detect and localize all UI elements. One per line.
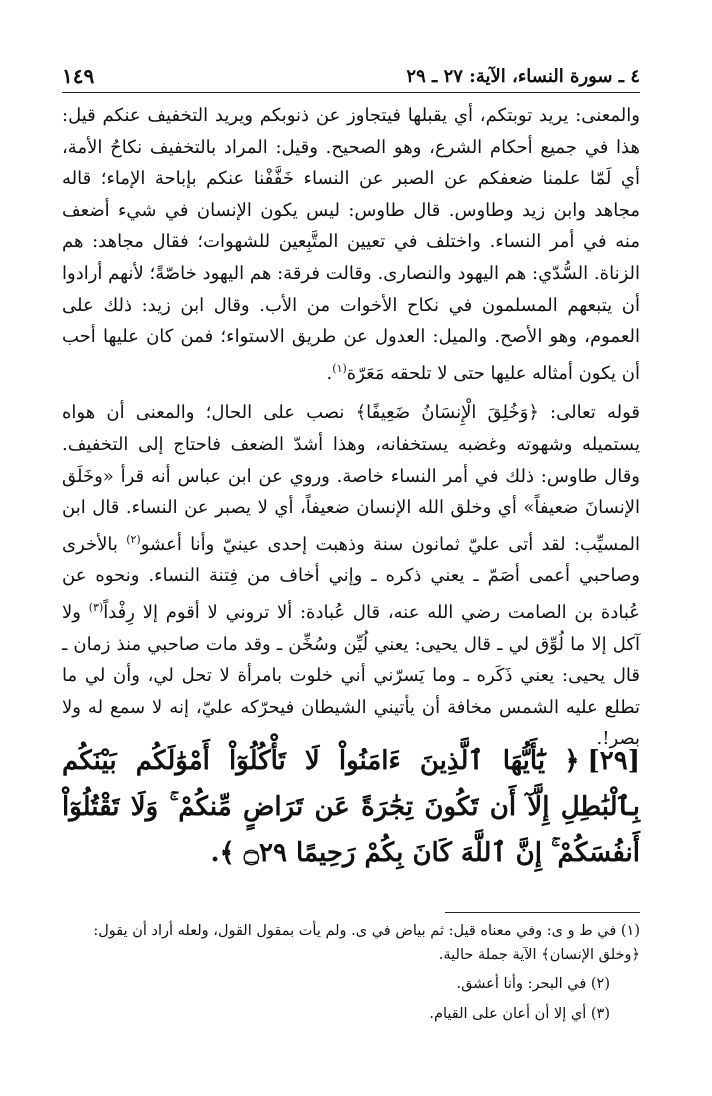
running-header — [62, 60, 640, 93]
page-number: ١٤٩ — [62, 64, 95, 88]
footnote-ref-3: (٣) — [88, 600, 104, 614]
paragraph-2-text-c: ولا آكل إلا ما لُوِّق لي ـ قال يحيى: يعني لُيِّن وسُخِّن ـ وقد مات صاحبي منذ زمان ـ قال يحيى: يعني ذَكَره ـ وما يَسرّني أني خلوت بامرأة لا تحل لي، وأن لي ما تطلع عليه الشمس مخافة أن يأتيني الشيطان فيحرّكه عليّ، إنه لا سمع له ولا بصر!. — [62, 601, 640, 750]
footnote-3: (٣) أي إلا أن أعان على القيام. — [429, 1005, 610, 1022]
paragraph-2 — [62, 397, 640, 755]
paragraph-1-end: . — [326, 362, 333, 384]
quran-verse — [62, 738, 640, 876]
paragraph-2-text-b: بالأخرى وصاحبي أعمى أصَمّ ـ يعني ذكره ـ وإني أخاف من فِتنة النساء. ونحوه عن عُبادة بن الصامت رضي الله عنه، قال عُبادة: ألا تروني لا أقوم إلا رِفْداً — [62, 533, 640, 623]
footnote-ref-1: (١) — [332, 361, 347, 375]
verse-text: ﴿ يَٰٓأَيُّهَا ٱلَّذِينَ ءَامَنُواْ لَا تَأْكُلُوٓاْ أَمْوَٰلَكُم بَيْنَكُم بِٱلْبَٰطِلِ إِلَّآ أَن تَكُونَ تِجَٰرَةً عَن تَرَاضٍ مِّنكُمْ ۚ وَلَا تَقْتُلُوٓاْ أَنفُسَكُمْ ۚ إِنَّ ٱللَّهَ كَانَ بِكُمْ رَحِيمًا ۝٢٩ ﴾. — [62, 746, 640, 868]
verse-number: [٢٩] — [587, 746, 640, 776]
footnotes — [62, 920, 640, 1026]
main-text — [62, 100, 640, 755]
footnote-2: (٢) في البحر: وأنا أعشق. — [456, 976, 610, 992]
paragraph-1 — [62, 100, 640, 389]
footnote-divider — [445, 912, 640, 913]
footnote-1: (١) في ط و ى: وفي معناه قيل: ثم بياض في ى. ولم يأت بمقول القول، ولعله أراد أن يقول: ﴿وخلق الإنسان﴾ الآية جملة حالية. — [93, 923, 640, 963]
header-title: ٤ ـ سورة النساء، الآية: ٢٧ ـ ٢٩ — [406, 65, 640, 87]
paragraph-1-text: والمعنى: يريد توبتكم، أي يقبلها فيتجاوز عن ذنوبكم ويريد التخفيف عنكم قيل: هذا في جميع أحكام الشرع، وهو الصحيح. وقيل: المراد بالتخفيف نكاحُ الأمة، أي لَمّا علمنا ضعفكم عن الصبر عن النساء خَفَّفْنا عنكم بإباحة الإماء؛ قاله مجاهد وابن زيد وطاوس. قال طاوس: ليس يكون الإنسان في شيء أضعف منه في أمر النساء. واختلف في تعيين المتَّبِعين للشهوات؛ فقال مجاهد: هم الزناة. السُّدّي: هم اليهود والنصارى. وقالت فرقة: هم اليهود خاصّةً؛ لأنهم أرادوا أن يتبعهم المسلمون في نكاح الأخوات من الأب. وقال ابن زيد: ذلك على العموم، وهو الأصح. والميل: العدول عن طريق الاستواء؛ فمن كان عليها أحب أن يكون أمثاله عليها حتى لا تلحقه مَعَرّة — [62, 105, 641, 384]
paragraph-2-text-a: قوله تعالى: ﴿وَخُلِقَ الْإِنسَانُ ضَعِيفًا﴾ نصب على الحال؛ والمعنى أن هواه يستميله وشهوته وغضبه يستخفانه، وهذا أشدّ الضعف فاحتاج إلى التخفيف. وقال طاوس: ذلك في أمر النساء خاصة. وروي عن ابن عباس أنه قرأ «وخَلَق الإنسانَ ضعيفاً» أي وخلق الله الإنسان ضعيفاً، أي لا يصبر عن النساء. قال ابن المسيِّب: لقد أتى عليّ ثمانون سنة وذهبت إحدى عينيّ وأنا أعشو — [62, 402, 640, 555]
footnote-ref-2: (٢) — [126, 532, 141, 546]
